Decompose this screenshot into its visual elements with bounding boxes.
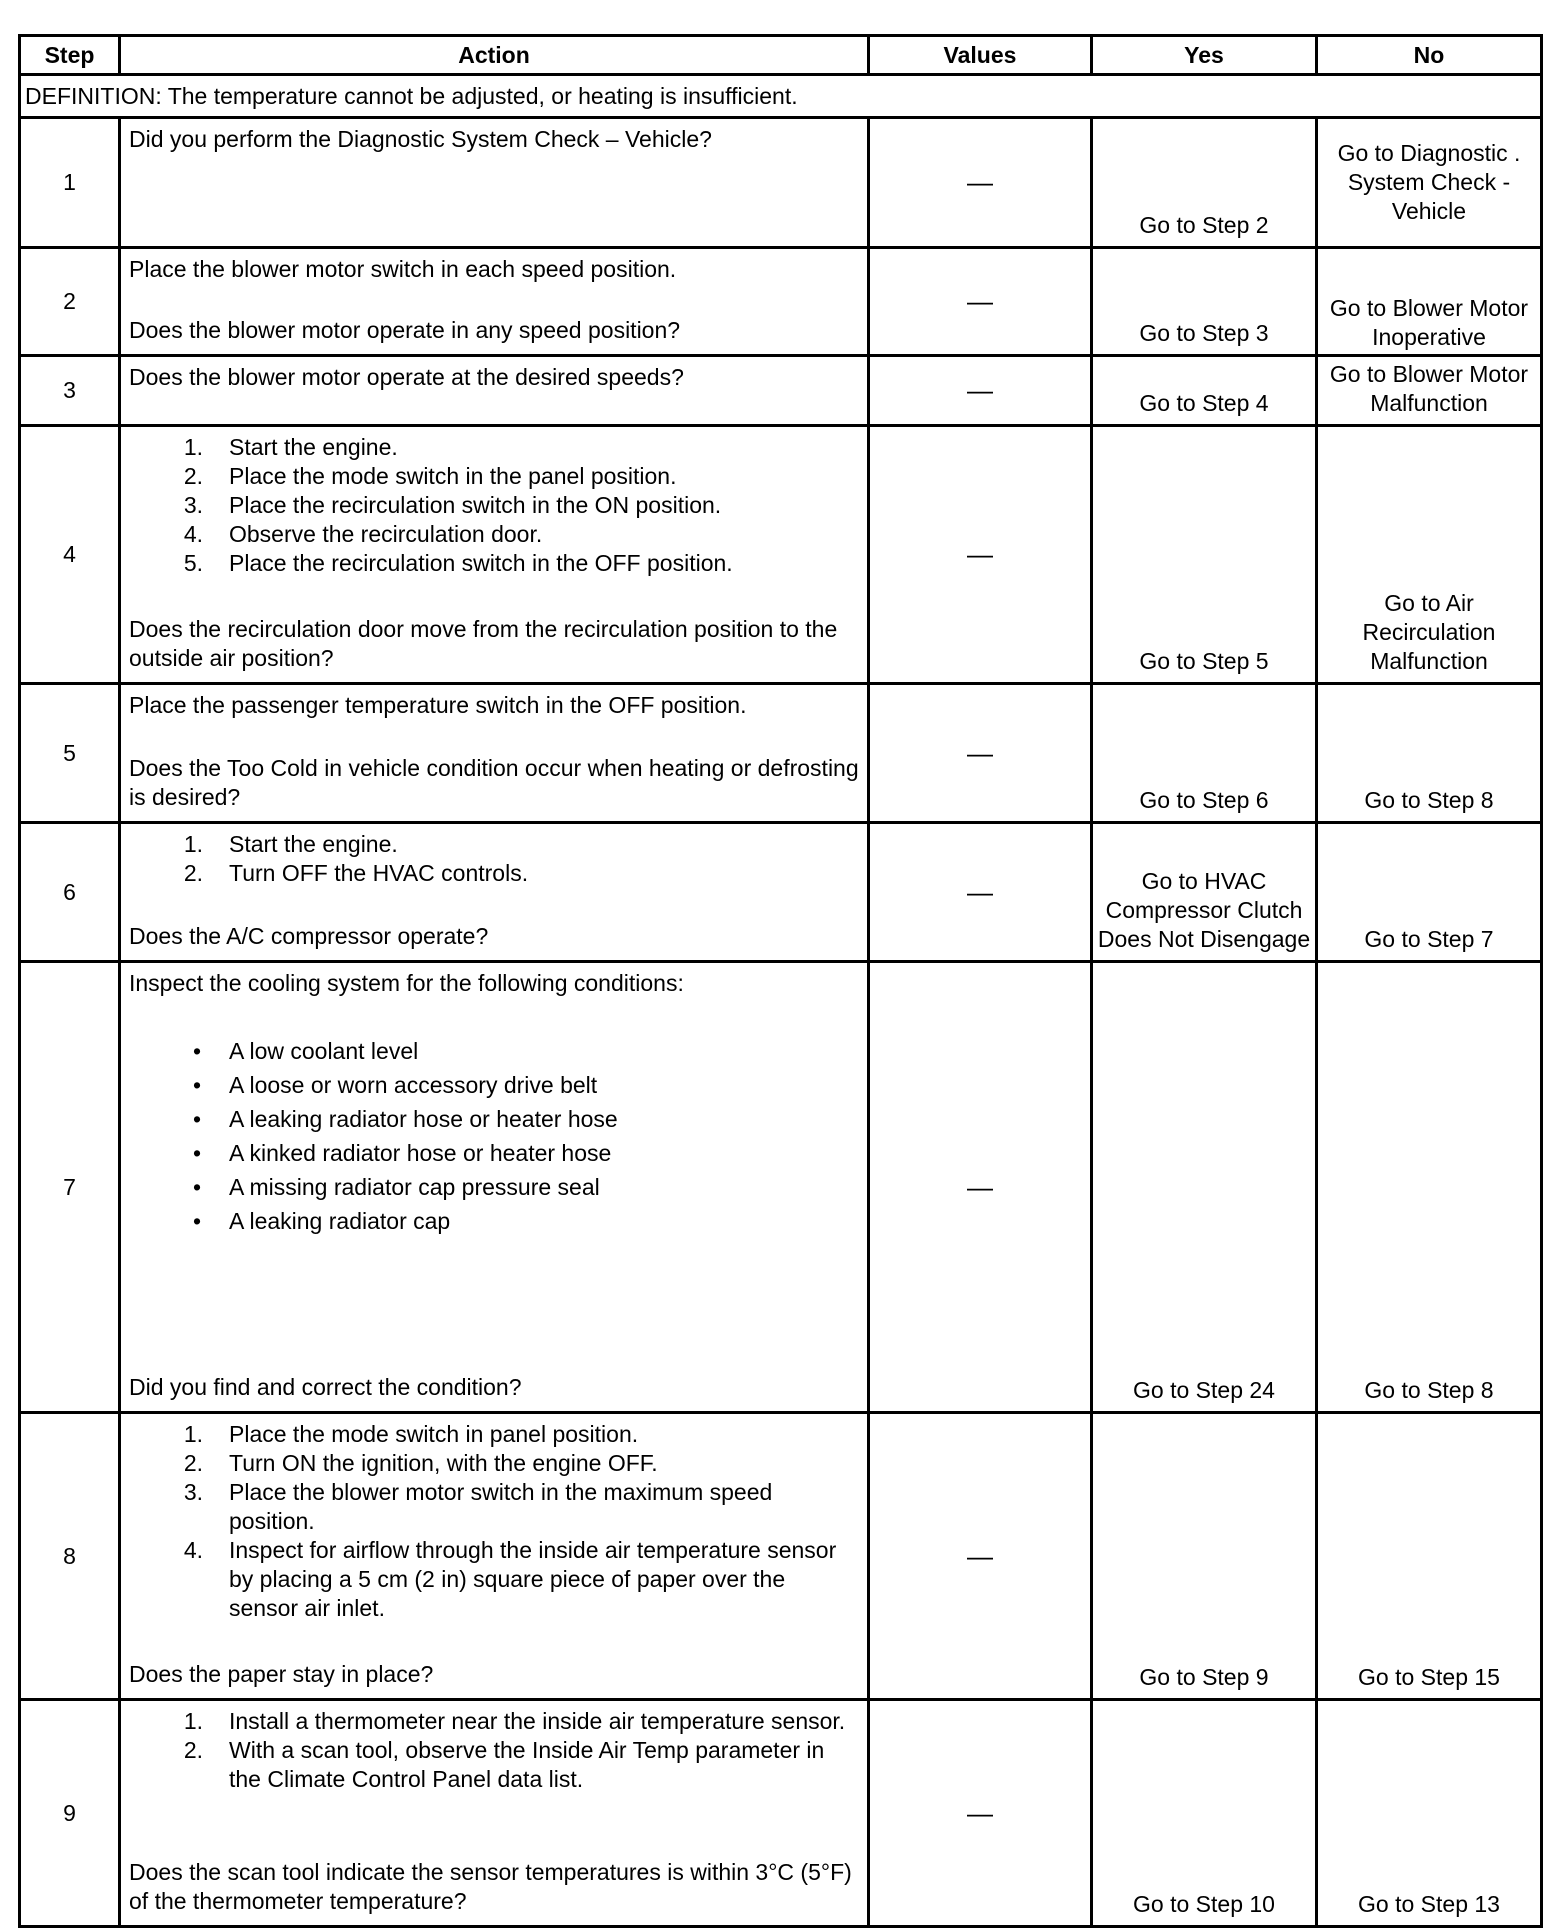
step-number: 7	[20, 962, 120, 1413]
list-item-text: A kinked radiator hose or heater hose	[229, 1140, 612, 1166]
list-item-number: 2.	[183, 1450, 203, 1476]
no-cell: Go to Step 15	[1317, 1413, 1542, 1700]
list-item-number: 2.	[183, 860, 203, 886]
list-item-text: Turn OFF the HVAC controls.	[229, 860, 529, 886]
list-item	[129, 1102, 859, 1136]
list-item-text: Place the recirculation switch in the ON position.	[229, 492, 722, 518]
action-question: Does the recirculation door move from the recirculation position to the outside air position?	[129, 616, 838, 671]
definition-text: DEFINITION: The temperature cannot be adjusted, or heating is insufficient.	[20, 75, 1542, 118]
list-item-text: Observe the recirculation door.	[229, 521, 543, 547]
action-top	[129, 1420, 859, 1623]
list-item-text: Place the recirculation switch in the OFF position.	[229, 550, 733, 576]
action-question: Does the paper stay in place?	[129, 1661, 434, 1687]
list-item	[129, 1170, 859, 1204]
action-top	[129, 1707, 859, 1794]
table-row	[20, 1700, 1542, 1927]
list-item	[129, 1707, 859, 1736]
action-cell	[120, 248, 869, 356]
list-item-text: Place the mode switch in panel position.	[229, 1421, 639, 1447]
values-cell: —	[869, 426, 1092, 684]
action-intro: Place the passenger temperature switch in the OFF position.	[129, 692, 747, 718]
action-content	[129, 830, 859, 951]
list-item	[129, 1420, 859, 1449]
yes-cell: Go to Step 6	[1092, 684, 1317, 823]
header-values: Values	[869, 36, 1092, 75]
list-item	[129, 1478, 859, 1536]
list-item-number: 1.	[183, 434, 203, 460]
list-item-text: A leaking radiator hose or heater hose	[229, 1106, 618, 1132]
yes-cell: Go to Step 3	[1092, 248, 1317, 356]
yes-cell: Go to Step 24	[1092, 962, 1317, 1413]
action-steps-list	[129, 1707, 859, 1794]
list-item	[129, 1449, 859, 1478]
list-item	[129, 859, 859, 888]
table-row	[20, 1413, 1542, 1700]
action-question: Does the blower motor operate at the desired speeds?	[129, 364, 684, 390]
action-question: Did you find and correct the condition?	[129, 1374, 522, 1400]
list-item-number: 4.	[183, 521, 203, 547]
header-step: Step	[20, 36, 120, 75]
list-item-number: 1.	[183, 1708, 203, 1734]
action-content	[129, 363, 859, 415]
step-number: 9	[20, 1700, 120, 1927]
bullet-icon: •	[192, 1072, 202, 1098]
values-cell: —	[869, 823, 1092, 962]
action-content	[129, 255, 859, 345]
step-number: 4	[20, 426, 120, 684]
list-item	[129, 1034, 859, 1068]
list-item-number: 4.	[183, 1537, 203, 1563]
table-row	[20, 248, 1542, 356]
list-item	[129, 491, 859, 520]
yes-cell: Go to Step 4	[1092, 356, 1317, 426]
step-number: 1	[20, 118, 120, 248]
list-item	[129, 1204, 859, 1238]
action-top	[129, 255, 859, 284]
action-top	[129, 433, 859, 578]
list-item-number: 5.	[183, 550, 203, 576]
bullet-icon: •	[192, 1174, 202, 1200]
action-content	[129, 691, 859, 812]
action-top	[129, 969, 859, 1238]
list-item-number: 1.	[183, 831, 203, 857]
definition-row	[20, 75, 1542, 118]
action-cell	[120, 1700, 869, 1927]
header-row	[20, 36, 1542, 75]
action-question: Does the Too Cold in vehicle condition occur when heating or defrosting is desired?	[129, 755, 859, 810]
list-item-text: With a scan tool, observe the Inside Air Temp parameter in the Climate Control Panel data list.	[229, 1737, 825, 1792]
diagnostic-table-sheet	[18, 34, 1540, 1928]
action-question: Does the blower motor operate in any speed position?	[129, 317, 681, 343]
header-action: Action	[120, 36, 869, 75]
values-cell: —	[869, 962, 1092, 1413]
step-number: 2	[20, 248, 120, 356]
no-cell: Go to Diagnostic . System Check - Vehicle	[1317, 118, 1542, 248]
action-steps-list	[129, 830, 859, 888]
action-content	[129, 1420, 859, 1689]
list-item-text: Install a thermometer near the inside air temperature sensor.	[229, 1708, 846, 1734]
action-cell	[120, 118, 869, 248]
yes-cell: Go to Step 2	[1092, 118, 1317, 248]
list-item-text: A missing radiator cap pressure seal	[229, 1174, 600, 1200]
bullet-icon: •	[192, 1140, 202, 1166]
list-item	[129, 1136, 859, 1170]
list-item-number: 3.	[183, 492, 203, 518]
yes-cell: Go to Step 5	[1092, 426, 1317, 684]
step-number: 3	[20, 356, 120, 426]
values-cell: —	[869, 1700, 1092, 1927]
list-item-text: A leaking radiator cap	[229, 1208, 451, 1234]
action-cell	[120, 823, 869, 962]
action-steps-list	[129, 433, 859, 578]
list-item-text: Inspect for airflow through the inside air temperature sensor by placing a 5 cm (2 in) square piece of paper over the sensor air inlet.	[229, 1537, 837, 1621]
list-item-text: Start the engine.	[229, 831, 398, 857]
yes-cell: Go to Step 9	[1092, 1413, 1317, 1700]
list-item-number: 1.	[183, 1421, 203, 1447]
list-item	[129, 549, 859, 578]
action-cell	[120, 962, 869, 1413]
action-question: Does the A/C compressor operate?	[129, 923, 489, 949]
step-number: 5	[20, 684, 120, 823]
action-intro: Inspect the cooling system for the following conditions:	[129, 970, 684, 996]
list-item-text: A loose or worn accessory drive belt	[229, 1072, 598, 1098]
values-cell: —	[869, 1413, 1092, 1700]
header-no: No	[1317, 36, 1542, 75]
action-cell	[120, 684, 869, 823]
list-item-text: A low coolant level	[229, 1038, 419, 1064]
action-question: Did you perform the Diagnostic System Check – Vehicle?	[129, 126, 712, 152]
bullet-icon: •	[192, 1106, 202, 1132]
no-cell: Go to Air Recirculation Malfunction	[1317, 426, 1542, 684]
diagnostic-table	[18, 34, 1543, 1928]
no-cell: Go to Blower Motor Inoperative	[1317, 248, 1542, 356]
list-item	[129, 1068, 859, 1102]
list-item	[129, 1736, 859, 1794]
list-item	[129, 520, 859, 549]
values-cell: —	[869, 118, 1092, 248]
list-item	[129, 433, 859, 462]
no-cell: Go to Blower Motor Malfunction	[1317, 356, 1542, 426]
no-cell: Go to Step 8	[1317, 684, 1542, 823]
no-cell: Go to Step 13	[1317, 1700, 1542, 1927]
action-cell	[120, 1413, 869, 1700]
action-cell	[120, 356, 869, 426]
table-row	[20, 684, 1542, 823]
yes-cell: Go to HVAC Compressor Clutch Does Not Disengage	[1092, 823, 1317, 962]
action-content	[129, 1707, 859, 1916]
action-steps-list	[129, 1420, 859, 1623]
action-top	[129, 691, 859, 720]
list-item-number: 3.	[183, 1479, 203, 1505]
list-item-text: Start the engine.	[229, 434, 398, 460]
action-content	[129, 125, 859, 237]
yes-cell: Go to Step 10	[1092, 1700, 1317, 1927]
values-cell: —	[869, 356, 1092, 426]
table-row	[20, 823, 1542, 962]
action-intro: Place the blower motor switch in each speed position.	[129, 256, 677, 282]
list-item-text: Place the mode switch in the panel position.	[229, 463, 677, 489]
table-row	[20, 118, 1542, 248]
table-row	[20, 426, 1542, 684]
bullet-icon: •	[192, 1208, 202, 1234]
header-yes: Yes	[1092, 36, 1317, 75]
table-row	[20, 962, 1542, 1413]
list-item-number: 2.	[183, 1737, 203, 1763]
bullet-icon: •	[192, 1038, 202, 1064]
list-item-text: Place the blower motor switch in the maximum speed position.	[229, 1479, 773, 1534]
list-item-text: Turn ON the ignition, with the engine OFF.	[229, 1450, 658, 1476]
conditions-list	[129, 1034, 859, 1238]
action-top	[129, 830, 859, 888]
step-number: 8	[20, 1413, 120, 1700]
values-cell: —	[869, 248, 1092, 356]
action-content	[129, 433, 859, 673]
action-content	[129, 969, 859, 1402]
no-cell: Go to Step 7	[1317, 823, 1542, 962]
no-cell: Go to Step 8	[1317, 962, 1542, 1413]
list-item	[129, 1536, 859, 1623]
step-number: 6	[20, 823, 120, 962]
values-cell: —	[869, 684, 1092, 823]
action-question: Does the scan tool indicate the sensor temperatures is within 3°C (5°F) of the thermometer temperature?	[129, 1859, 852, 1914]
list-item	[129, 462, 859, 491]
action-cell	[120, 426, 869, 684]
list-item	[129, 830, 859, 859]
list-item-number: 2.	[183, 463, 203, 489]
table-row	[20, 356, 1542, 426]
